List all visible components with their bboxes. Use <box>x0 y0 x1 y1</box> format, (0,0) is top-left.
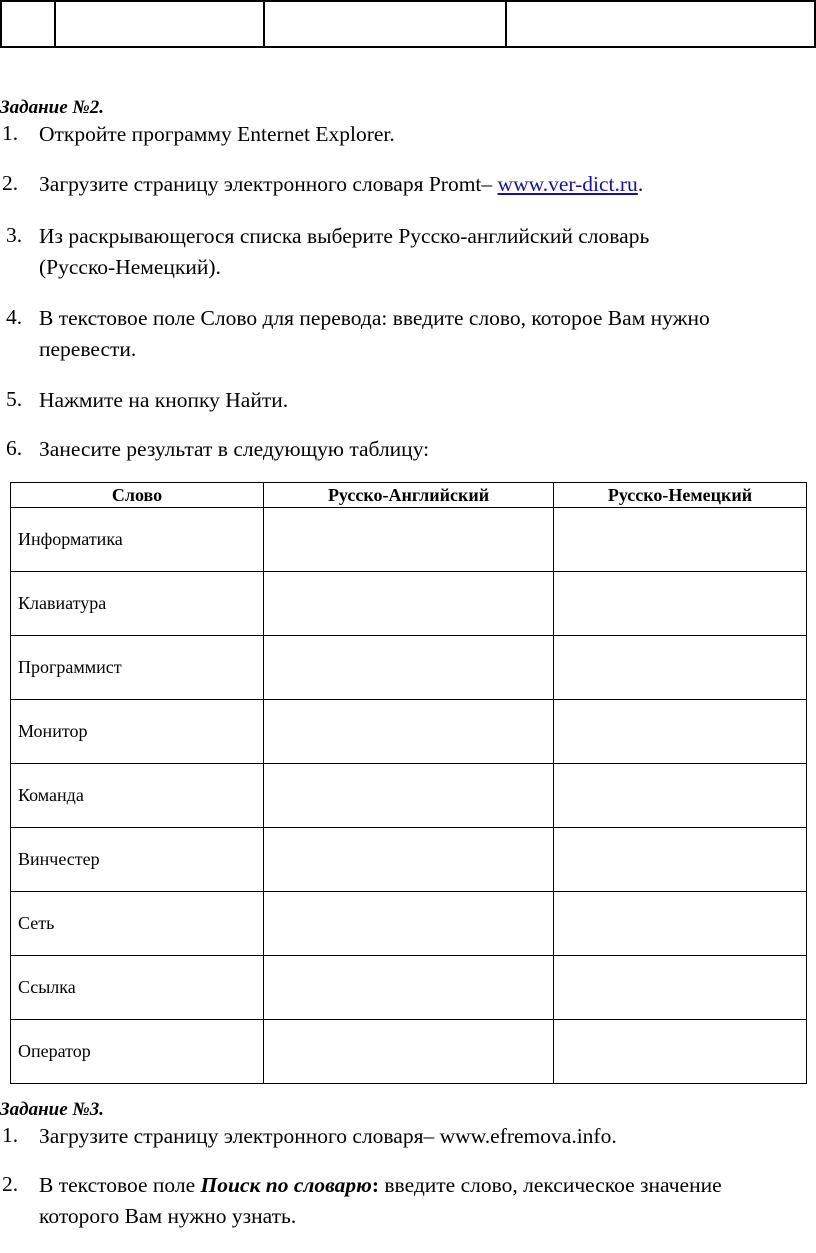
german-cell[interactable] <box>554 700 807 764</box>
step-number: 3. <box>6 223 23 247</box>
table-header-row <box>11 483 807 508</box>
step-number: 5. <box>6 387 23 411</box>
table-row <box>11 892 807 956</box>
column-header: Русско-Немецкий <box>554 483 807 508</box>
word-cell: Программист <box>11 636 264 700</box>
top-table-divider <box>54 0 56 48</box>
step-text: Откройте программу Enternet Explorer. <box>39 122 395 146</box>
step-text-continuation: (Русско-Немецкий). <box>39 255 221 279</box>
table-row <box>11 508 807 572</box>
task2-heading: Задание №2. <box>0 97 105 118</box>
step-text: В текстовое поле Поиск по словарю: введите слово, лексическое значение <box>39 1173 722 1197</box>
step-number: 2. <box>2 1172 19 1196</box>
german-cell[interactable] <box>554 956 807 1020</box>
step-text: Из раскрывающегося списка выберите Русско-английский словарь <box>39 224 650 248</box>
word-cell: Винчестер <box>11 828 264 892</box>
english-cell[interactable] <box>264 700 554 764</box>
word-cell: Информатика <box>11 508 264 572</box>
word-cell: Клавиатура <box>11 572 264 636</box>
english-cell[interactable] <box>264 572 554 636</box>
table-row <box>11 828 807 892</box>
step-number: 4. <box>6 305 23 329</box>
top-table-fragment <box>0 0 816 48</box>
table-row <box>11 956 807 1020</box>
ver-dict-link[interactable]: www.ver-dict.ru <box>497 172 638 196</box>
english-cell[interactable] <box>264 764 554 828</box>
top-table-divider <box>263 0 265 48</box>
english-cell[interactable] <box>264 828 554 892</box>
english-cell[interactable] <box>264 636 554 700</box>
german-cell[interactable] <box>554 636 807 700</box>
search-field-name: Поиск по словарю <box>200 1173 372 1197</box>
step-text-continuation: которого Вам нужно узнать. <box>39 1204 297 1228</box>
translation-table <box>10 482 807 1084</box>
german-cell[interactable] <box>554 828 807 892</box>
table-row <box>11 636 807 700</box>
word-cell: Оператор <box>11 1020 264 1084</box>
step-number: 6. <box>6 436 23 460</box>
step-text: Загрузите страницу электронного словаря– www.efremova.info. <box>39 1124 617 1148</box>
step-text: В текстовое поле Слово для перевода: введите слово, которое Вам нужно <box>39 306 710 330</box>
word-cell: Ссылка <box>11 956 264 1020</box>
column-header: Русско-Английский <box>264 483 554 508</box>
english-cell[interactable] <box>264 892 554 956</box>
english-cell[interactable] <box>264 508 554 572</box>
task3-heading: Задание №3. <box>0 1099 105 1120</box>
step-text: Занесите результат в следующую таблицу: <box>39 437 430 461</box>
step-number: 1. <box>2 121 19 145</box>
column-header: Слово <box>11 483 264 508</box>
step-number: 1. <box>2 1123 19 1147</box>
table-row <box>11 1020 807 1084</box>
top-table-border <box>0 0 2 48</box>
english-cell[interactable] <box>264 956 554 1020</box>
step-text: Загрузите страницу электронного словаря Promt– www.ver-dict.ru. <box>39 172 644 196</box>
german-cell[interactable] <box>554 892 807 956</box>
table-row <box>11 700 807 764</box>
german-cell[interactable] <box>554 764 807 828</box>
german-cell[interactable] <box>554 1020 807 1084</box>
top-table-divider <box>505 0 507 48</box>
step-text: Нажмите на кнопку Найти. <box>39 388 289 412</box>
word-cell: Сеть <box>11 892 264 956</box>
step-number: 2. <box>2 171 19 195</box>
german-cell[interactable] <box>554 508 807 572</box>
english-cell[interactable] <box>264 1020 554 1084</box>
word-cell: Команда <box>11 764 264 828</box>
word-cell: Монитор <box>11 700 264 764</box>
table-row <box>11 572 807 636</box>
german-cell[interactable] <box>554 572 807 636</box>
table-row <box>11 764 807 828</box>
top-table-row <box>0 0 816 48</box>
step-text-continuation: перевести. <box>39 337 137 361</box>
